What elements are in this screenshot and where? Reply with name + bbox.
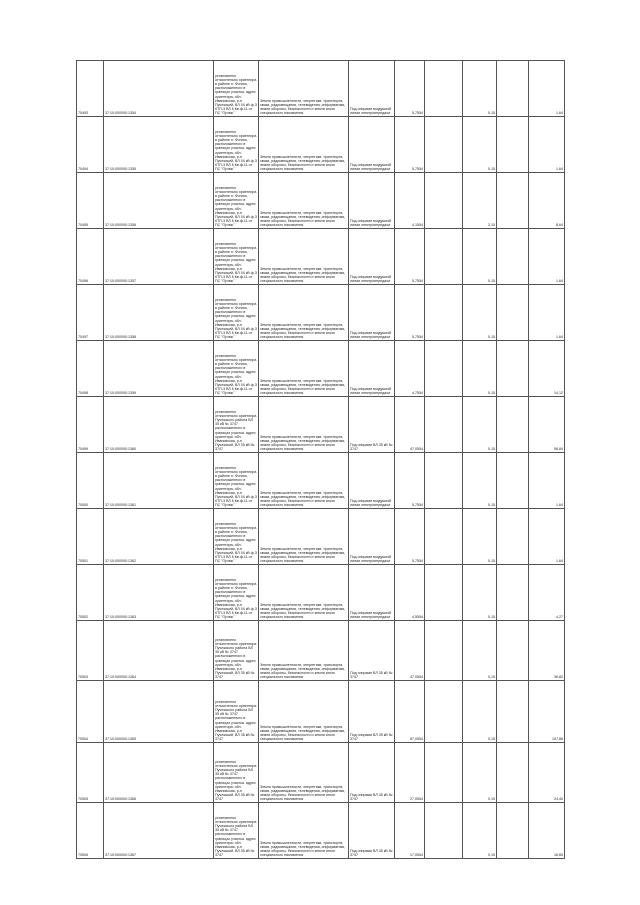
- table-row: [77, 803, 565, 859]
- total-value: 24,40: [529, 743, 565, 803]
- location-description-top: установлено относительно ориентира Пучежского района ВЛ 35 кВ № 3747 расположенного в границах участка. адрес ориентира: обл. Ивановская, р-н: [215, 816, 257, 849]
- empty-cell: [425, 117, 463, 173]
- location-description: [214, 397, 259, 453]
- location-description: [214, 681, 259, 743]
- location-description-top: установлено относительно ориентира Пучежского района ВЛ 35 кВ № 3747 расположенного в границах участка. адрес ориентира: обл. Ивановская, р-н: [215, 410, 257, 443]
- location-description-top: установлено относительно ориентира в районе п. Фогино, расположенного в границах участка. адрес ориентира: обл. Ивановская, р-н: [215, 74, 257, 103]
- rate-value: 0,15: [463, 565, 497, 621]
- empty-cell: [497, 397, 529, 453]
- table-row: [77, 621, 565, 681]
- rate-value: 0,15: [463, 509, 497, 565]
- area-value: 5,7554: [395, 509, 425, 565]
- location-description-top: установлено относительно ориентира в районе п. Фогино, расположенного в границах участка. адрес ориентира: обл. Ивановская, р-н: [215, 242, 257, 271]
- table-row: [77, 117, 565, 173]
- location-description: [214, 509, 259, 565]
- permitted-use: Под опорами воздушной линии электропередачи: [349, 285, 395, 341]
- empty-cell: [425, 565, 463, 621]
- location-description-bottom: Пучежский, ВЛ 04 кВ ф-3 КТП-3 ВЛ 6 Кв ф-11 от ПС "Пучеж": [215, 214, 257, 227]
- row-number: 70493: [77, 61, 104, 117]
- land-category: Земли промышленности, энергетики, транспорта, связи, радиовещания, телевидения, информатики, земли обороны, безопасности и земли иного специального назначения: [259, 565, 349, 621]
- land-category: Земли промышленности, энергетики, транспорта, связи, радиовещания, телевидения, информатики, земли обороны, безопасности и земли иного специального назначения: [259, 397, 349, 453]
- location-description-top: установлено относительно ориентира Пучежского района ВЛ 35 кВ № 3747 расположенного в границах участка. адрес ориентира: обл. Ивановская, р-н: [215, 700, 257, 733]
- total-value: 14,12: [529, 341, 565, 397]
- cadastral-number: 37:10:000000:1357: [104, 229, 214, 285]
- empty-cell: [425, 341, 463, 397]
- permitted-use: Под опорами воздушной линии электропередачи: [349, 509, 395, 565]
- location-description-bottom: Пучежский, ВЛ 35 кВ № 3747: [215, 848, 255, 857]
- cadastral-number: 37:10:000000:1366: [104, 743, 214, 803]
- location-description-bottom: Пучежский, ВЛ 04 кВ ф-3 КТП-3 ВЛ 6 Кв ф-11 от ПС "Пучеж": [215, 158, 257, 171]
- rate-value: 0,15: [463, 681, 497, 743]
- empty-cell: [425, 681, 463, 743]
- location-description-bottom: Пучежский, ВЛ 04 кВ ф-3 КТП-3 ВЛ 6 Кв ф-11 от ПС "Пучеж": [215, 494, 257, 507]
- location-description-bottom: Пучежский, ВЛ 35 кВ № 3747: [215, 792, 255, 801]
- total-value: 1,64: [529, 509, 565, 565]
- permitted-use: Под опорами воздушной линии электропередачи: [349, 565, 395, 621]
- location-description: [214, 61, 259, 117]
- land-category: Земли промышленности, энергетики, транспорта, связи, радиовещания, телевидения, информатики, земли обороны, безопасности и земли иного специального назначения: [259, 61, 349, 117]
- cadastral-number: 37:10:000000:1363: [104, 565, 214, 621]
- cadastral-number: 37:10:000000:1365: [104, 681, 214, 743]
- location-description-top: установлено относительно ориентира в районе п. Фогино, расположенного в границах участка. адрес ориентира: обл. Ивановская, р-н: [215, 130, 257, 159]
- empty-cell: [497, 285, 529, 341]
- table-row: [77, 681, 565, 743]
- empty-cell: [497, 229, 529, 285]
- table-row: [77, 341, 565, 397]
- permitted-use: Под опорами воздушной линии электропередачи: [349, 229, 395, 285]
- empty-cell: [497, 341, 529, 397]
- land-category: Земли промышленности, энергетики, транспорта, связи, радиовещания, телевидения, информатики, земли обороны, безопасности и земли иного специального назначения: [259, 509, 349, 565]
- total-value: 1,64: [529, 453, 565, 509]
- land-category: Земли промышленности, энергетики, транспорта, связи, радиовещания, телевидения, информатики, земли обороны, безопасности и земли иного специального назначения: [259, 681, 349, 743]
- rate-value: 0,15: [463, 117, 497, 173]
- cadastral-number: 37:10:000000:1361: [104, 453, 214, 509]
- location-description: [214, 453, 259, 509]
- location-description-bottom: Пучежский, ВЛ 35 кВ № 3747: [215, 732, 255, 741]
- row-number: 70505: [77, 743, 104, 803]
- empty-cell: [497, 173, 529, 229]
- empty-cell: [497, 61, 529, 117]
- table-row: [77, 397, 565, 453]
- document-page: [76, 60, 564, 866]
- permitted-use: Под опорами воздушной линии электропередачи: [349, 173, 395, 229]
- area-value: 5,7554: [395, 229, 425, 285]
- empty-cell: [497, 743, 529, 803]
- location-description: [214, 743, 259, 803]
- location-description-bottom: Пучежский, ВЛ 04 кВ ф-3 КТП-3 ВЛ 6 Кв ф-11 от ПС "Пучеж": [215, 382, 257, 395]
- table-row: [77, 61, 565, 117]
- empty-cell: [497, 509, 529, 565]
- permitted-use: Под опорами ВЛ 35 кВ № 3747: [349, 681, 395, 743]
- rate-value: 0,15: [463, 285, 497, 341]
- permitted-use: Под опорами воздушной линии электропередачи: [349, 61, 395, 117]
- row-number: 70498: [77, 341, 104, 397]
- rate-value: 0,15: [463, 397, 497, 453]
- location-description-bottom: Пучежский, ВЛ 04 кВ ф-3 КТП-3 ВЛ 6 Кв ф-11 от ПС "Пучеж": [215, 606, 257, 619]
- table-row: [77, 173, 565, 229]
- empty-cell: [497, 621, 529, 681]
- area-value: 4,1554: [395, 173, 425, 229]
- location-description-top: установлено относительно ориентира Пучежского района ВЛ 35 кВ № 3747 расположенного в границах участка. адрес ориентира: обл. Ивановская, р-н: [215, 760, 257, 793]
- location-description: [214, 565, 259, 621]
- location-description-top: установлено относительно ориентира в районе п. Фогино, расположенного в границах участка. адрес ориентира: обл. Ивановская, р-н: [215, 466, 257, 495]
- cadastral-number: 37:10:000000:1358: [104, 285, 214, 341]
- empty-cell: [425, 229, 463, 285]
- permitted-use: Под опорами воздушной линии электропередачи: [349, 117, 395, 173]
- location-description: [214, 173, 259, 229]
- location-description-bottom: Пучежский, ВЛ 35 кВ № 3747: [215, 442, 255, 451]
- rate-value: 0,15: [463, 229, 497, 285]
- row-number: 70500: [77, 453, 104, 509]
- area-value: 5,7554: [395, 61, 425, 117]
- total-value: 107,88: [529, 681, 565, 743]
- empty-cell: [425, 621, 463, 681]
- land-category: Земли промышленности, энергетики, транспорта, связи, радиовещания, телевидения, информатики, земли обороны, безопасности и земли иного специального назначения: [259, 117, 349, 173]
- row-number: 70503: [77, 621, 104, 681]
- row-number: 70494: [77, 117, 104, 173]
- land-category: Земли промышленности, энергетики, транспорта, связи, радиовещания, телевидения, информатики, земли обороны, безопасности и земли иного специального назначения: [259, 285, 349, 341]
- location-description-top: установлено относительно ориентира в районе п. Фогино, расположенного в границах участка. адрес ориентира: обл. Ивановская, р-н: [215, 354, 257, 383]
- area-value: 5,7554: [395, 285, 425, 341]
- cadastral-number: 37:10:000000:1362: [104, 509, 214, 565]
- location-description-top: установлено относительно ориентира в районе п. Фогино, расположенного в границах участка. адрес ориентира: обл. Ивановская, р-н: [215, 578, 257, 607]
- empty-cell: [425, 397, 463, 453]
- empty-cell: [497, 681, 529, 743]
- table-row: [77, 565, 565, 621]
- land-category: Земли промышленности, энергетики, транспорта, связи, радиовещания, телевидения, информатики, земли обороны, безопасности и земли иного специального назначения: [259, 743, 349, 803]
- cadastral-number: 37:10:000000:1360: [104, 397, 214, 453]
- empty-cell: [497, 803, 529, 859]
- location-description-top: установлено относительно ориентира в районе п. Фогино, расположенного в границах участка. адрес ориентира: обл. Ивановская, р-н: [215, 298, 257, 327]
- row-number: 70504: [77, 681, 104, 743]
- table-row: [77, 743, 565, 803]
- empty-cell: [497, 565, 529, 621]
- total-value: 1,64: [529, 229, 565, 285]
- location-description-top: установлено относительно ориентира в районе п. Фогино, расположенного в границах участка. адрес ориентира: обл. Ивановская, р-н: [215, 522, 257, 551]
- location-description: [214, 621, 259, 681]
- empty-cell: [425, 803, 463, 859]
- land-category: Земли промышленности, энергетики, транспорта, связи, радиовещания, телевидения, информатики, земли обороны, безопасности и земли иного специального назначения: [259, 341, 349, 397]
- table-row: [77, 453, 565, 509]
- table-row: [77, 229, 565, 285]
- total-value: 1,64: [529, 285, 565, 341]
- row-number: 70499: [77, 397, 104, 453]
- area-value: 27,0554: [395, 743, 425, 803]
- total-value: 16,65: [529, 803, 565, 859]
- land-category: Земли промышленности, энергетики, транспорта, связи, радиовещания, телевидения, информатики, земли обороны, безопасности и земли иного специального назначения: [259, 453, 349, 509]
- rate-value: 0,15: [463, 621, 497, 681]
- rate-value: 0,15: [463, 803, 497, 859]
- land-category: Земли промышленности, энергетики, транспорта, связи, радиовещания, телевидения, информатики, земли обороны, безопасности и земли иного специального назначения: [259, 229, 349, 285]
- cadastral-number: 37:10:000000:1355: [104, 117, 214, 173]
- permitted-use: Под опорами ВЛ 35 кВ № 3747: [349, 743, 395, 803]
- land-category: Земли промышленности, энергетики, транспорта, связи, радиовещания, телевидения, информатики, земли обороны, безопасности и земли иного специального назначения: [259, 803, 349, 859]
- cadastral-number: 37:10:000000:1354: [104, 61, 214, 117]
- location-description: [214, 229, 259, 285]
- permitted-use: Под опорами ВЛ 35 кВ № 3747: [349, 397, 395, 453]
- location-description-bottom: Пучежский, ВЛ 04 кВ ф-3 КТП-3 ВЛ 6 Кв ф-11 от ПС "Пучеж": [215, 326, 257, 339]
- empty-cell: [497, 117, 529, 173]
- land-category: Земли промышленности, энергетики, транспорта, связи, радиовещания, телевидения, информатики, земли обороны, безопасности и земли иного специального назначения: [259, 621, 349, 681]
- area-value: 17,0554: [395, 803, 425, 859]
- area-value: 87,0554: [395, 681, 425, 743]
- total-value: 1,64: [529, 117, 565, 173]
- row-number: 70495: [77, 173, 104, 229]
- rate-value: 0,15: [463, 341, 497, 397]
- rate-value: 0,15: [463, 61, 497, 117]
- total-value: 36,82: [529, 621, 565, 681]
- empty-cell: [425, 743, 463, 803]
- row-number: 70497: [77, 285, 104, 341]
- area-value: 47,0554: [395, 621, 425, 681]
- cadastral-number: 37:10:000000:1364: [104, 621, 214, 681]
- empty-cell: [425, 285, 463, 341]
- rate-value: 2,10: [463, 173, 497, 229]
- total-value: 1,64: [529, 61, 565, 117]
- location-description: [214, 285, 259, 341]
- land-category: Земли промышленности, энергетики, транспорта, связи, радиовещания, телевидения, информатики, земли обороны, безопасности и земли иного специального назначения: [259, 173, 349, 229]
- cadastral-number: 37:10:000000:1367: [104, 803, 214, 859]
- location-description: [214, 803, 259, 859]
- area-value: 5,7554: [395, 453, 425, 509]
- cadastral-number: 37:10:000000:1356: [104, 173, 214, 229]
- table-row: [77, 509, 565, 565]
- location-description-top: установлено относительно ориентира в районе п. Фогино, расположенного в границах участка. адрес ориентира: обл. Ивановская, р-н: [215, 186, 257, 215]
- area-value: 4,7554: [395, 341, 425, 397]
- location-description-bottom: Пучежский, ВЛ 04 кВ ф-3 КТП-3 ВЛ 6 Кв ф-11 от ПС "Пучеж": [215, 550, 257, 563]
- permitted-use: Под опорами ВЛ 35 кВ № 3747: [349, 621, 395, 681]
- table-row: [77, 285, 565, 341]
- row-number: 70506: [77, 803, 104, 859]
- location-description-bottom: Пучежский, ВЛ 04 кВ ф-3 КТП-3 ВЛ 6 Кв ф-11 от ПС "Пучеж": [215, 270, 257, 283]
- permitted-use: Под опорами воздушной линии электропередачи: [349, 453, 395, 509]
- area-value: 5,7554: [395, 117, 425, 173]
- empty-cell: [425, 453, 463, 509]
- empty-cell: [425, 61, 463, 117]
- rate-value: 0,15: [463, 743, 497, 803]
- permitted-use: Под опорами воздушной линии электропередачи: [349, 341, 395, 397]
- row-number: 70502: [77, 565, 104, 621]
- total-value: 56,84: [529, 397, 565, 453]
- row-number: 70496: [77, 229, 104, 285]
- land-plots-table: [76, 60, 565, 859]
- row-number: 70501: [77, 509, 104, 565]
- location-description: [214, 117, 259, 173]
- permitted-use: Под опорами ВЛ 35 кВ № 3747: [349, 803, 395, 859]
- location-description: [214, 341, 259, 397]
- empty-cell: [497, 453, 529, 509]
- location-description-top: установлено относительно ориентира Пучежского района ВЛ 35 кВ № 3747 расположенного в границах участка. адрес ориентира: обл. Ивановская, р-н: [215, 638, 257, 671]
- total-value: 4,27: [529, 565, 565, 621]
- empty-cell: [425, 173, 463, 229]
- area-value: 47,0554: [395, 397, 425, 453]
- empty-cell: [425, 509, 463, 565]
- area-value: 4,5554: [395, 565, 425, 621]
- location-description-bottom: Пучежский, ВЛ 35 кВ № 3747: [215, 670, 255, 679]
- rate-value: 0,15: [463, 453, 497, 509]
- table-body: [77, 61, 565, 859]
- total-value: 8,64: [529, 173, 565, 229]
- cadastral-number: 37:10:000000:1359: [104, 341, 214, 397]
- location-description-bottom: Пучежский, ВЛ 04 кВ ф-3 КТП-3 ВЛ 6 Кв ф-11 от ПС "Пучеж": [215, 102, 257, 115]
